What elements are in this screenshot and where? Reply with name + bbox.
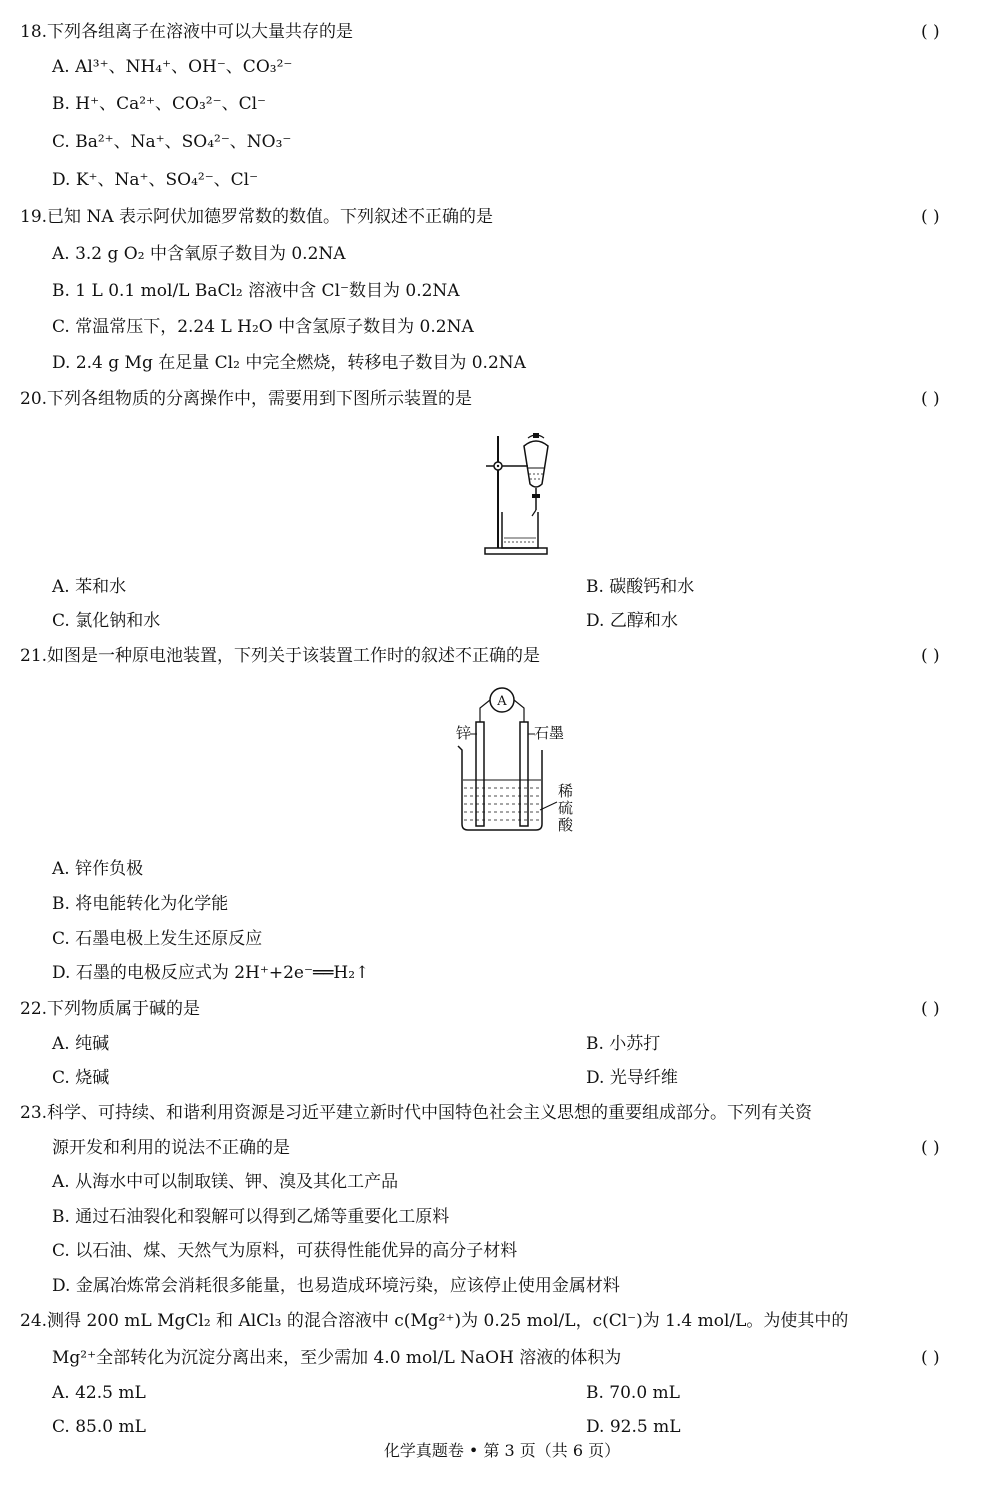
question-23-stem-cont: 源开发和利用的说法不正确的是 [52, 1138, 290, 1158]
q19-option-d: D. 2.4 g Mg 在足量 Cl₂ 中完全燃烧，转移电子数目为 0.2NA [52, 353, 526, 373]
question-21-stem: 21.如图是一种原电池装置，下列关于该装置工作时的叙述不正确的是 [20, 646, 541, 666]
q22-option-b: B. 小苏打 [586, 1034, 661, 1054]
q18-option-c: C. Ba²⁺、Na⁺、SO₄²⁻、NO₃⁻ [52, 132, 292, 152]
q24-option-c: C. 85.0 mL [52, 1417, 146, 1437]
question-18-stem: 18.下列各组离子在溶液中可以大量共存的是 [20, 22, 354, 42]
galvanic-cell-figure [440, 684, 590, 836]
q19-option-c: C. 常温常压下，2.24 L H₂O 中含氢原子数目为 0.2NA [52, 317, 474, 337]
q23-option-a: A. 从海水中可以制取镁、钾、溴及其化工产品 [52, 1172, 399, 1192]
q19-option-a: A. 3.2 g O₂ 中含氧原子数目为 0.2NA [52, 244, 346, 264]
q21-option-b: B. 将电能转化为化学能 [52, 894, 229, 914]
ammeter-label: A [497, 694, 507, 709]
q24-option-b: B. 70.0 mL [586, 1383, 680, 1403]
acid-label-1: 稀 [558, 782, 574, 800]
q22-option-a: A. 纯碱 [52, 1034, 110, 1054]
q18-option-b: B. H⁺、Ca²⁺、CO₃²⁻、Cl⁻ [52, 94, 266, 114]
q19-option-b: B. 1 L 0.1 mol/L BaCl₂ 溶液中含 Cl⁻数目为 0.2NA [52, 281, 460, 301]
q22-option-c: C. 烧碱 [52, 1068, 110, 1088]
q24-option-a: A. 42.5 mL [52, 1383, 146, 1403]
question-23-stem: 23.科学、可持续、和谐利用资源是习近平建立新时代中国特色社会主义思想的重要组成部分。下列有关资 [20, 1103, 813, 1123]
q20-option-b: B. 碳酸钙和水 [586, 577, 695, 597]
question-22-stem: 22.下列物质属于碱的是 [20, 999, 201, 1019]
q21-option-a: A. 锌作负极 [52, 859, 144, 879]
q23-option-d: D. 金属冶炼常会消耗很多能量，也易造成环境污染，应该停止使用金属材料 [52, 1276, 620, 1296]
answer-bracket-19: ( ) [921, 207, 940, 227]
answer-bracket-20: ( ) [921, 389, 940, 409]
page-footer: 化学真题卷 • 第 3 页（共 6 页） [383, 1441, 621, 1460]
acid-label-3: 酸 [558, 816, 574, 834]
q20-option-a: A. 苯和水 [52, 577, 127, 597]
q22-option-d: D. 光导纤维 [586, 1068, 678, 1088]
answer-bracket-18: ( ) [921, 22, 940, 42]
q23-option-c: C. 以石油、煤、天然气为原料，可获得性能优异的高分子材料 [52, 1241, 518, 1261]
acid-label-2: 硫 [558, 799, 574, 817]
answer-bracket-22: ( ) [921, 999, 940, 1019]
question-20-stem: 20.下列各组物质的分离操作中，需要用到下图所示装置的是 [20, 389, 473, 409]
q21-option-c: C. 石墨电极上发生还原反应 [52, 929, 263, 949]
answer-bracket-24: ( ) [921, 1348, 940, 1368]
answer-bracket-21: ( ) [921, 646, 940, 666]
separatory-funnel-figure [480, 428, 560, 560]
zinc-label: 锌 [456, 724, 472, 742]
q24-option-d: D. 92.5 mL [586, 1417, 681, 1437]
q21-option-d: D. 石墨的电极反应式为 2H⁺+2e⁻══H₂↑ [52, 963, 370, 983]
graphite-label: 石墨 [534, 724, 565, 742]
question-24-stem: 24.测得 200 mL MgCl₂ 和 AlCl₃ 的混合溶液中 c(Mg²⁺)为 0.25 mol/L，c(Cl⁻)为 1.4 mol/L。为使其中的 [20, 1311, 849, 1331]
question-19-stem: 19.已知 NA 表示阿伏加德罗常数的数值。下列叙述不正确的是 [20, 207, 493, 227]
q23-option-b: B. 通过石油裂化和裂解可以得到乙烯等重要化工原料 [52, 1207, 450, 1227]
answer-bracket-23: ( ) [921, 1138, 940, 1158]
q20-option-d: D. 乙醇和水 [586, 611, 678, 631]
q18-option-a: A. Al³⁺、NH₄⁺、OH⁻、CO₃²⁻ [52, 57, 293, 77]
q18-option-d: D. K⁺、Na⁺、SO₄²⁻、Cl⁻ [52, 170, 259, 190]
q20-option-c: C. 氯化钠和水 [52, 611, 161, 631]
question-24-stem-cont: Mg²⁺全部转化为沉淀分离出来，至少需加 4.0 mol/L NaOH 溶液的体积为 [52, 1348, 622, 1368]
